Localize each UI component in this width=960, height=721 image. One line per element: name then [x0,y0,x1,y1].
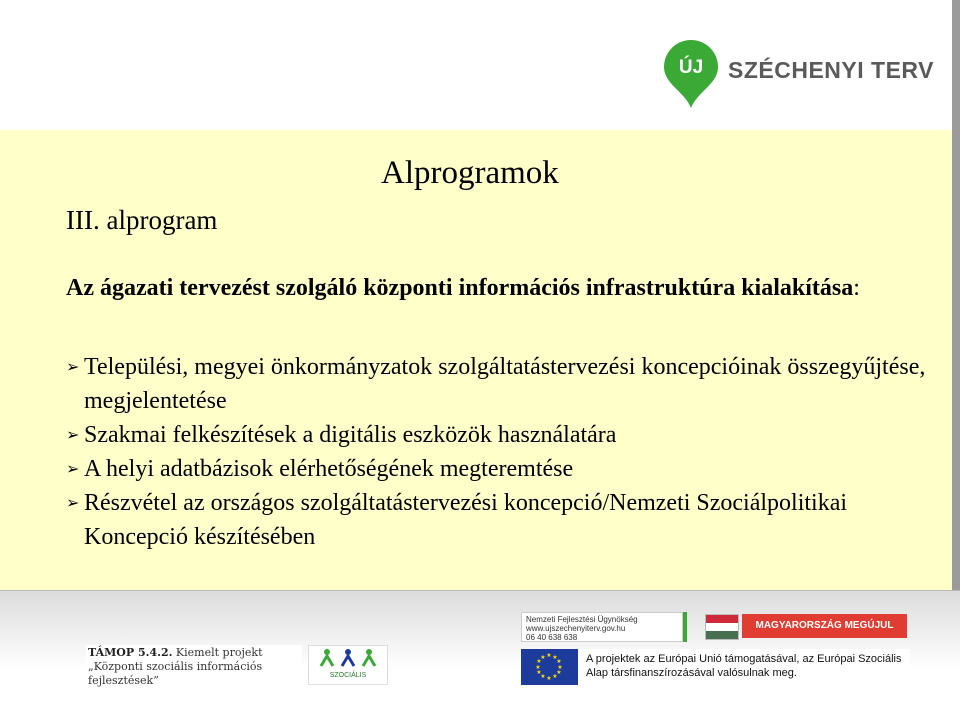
szocialis-text: SZOCIÁLIS [329,672,367,679]
tamop-title: „Központi szociális információs fejlesztések” [88,660,263,687]
arrow-bullet-icon: ➢ [66,493,80,512]
szocialis-logo [308,645,388,685]
szechenyi-terv-logo [662,40,934,110]
right-edge-strip [952,0,960,590]
list-item [66,350,926,418]
section-heading-colon: : [853,275,860,301]
svg-text:★: ★ [546,652,552,659]
nfu-line: www.ujszechenyiterv.gov.hu [526,624,626,633]
svg-text:ÚJ: ÚJ [678,57,704,78]
list-item-text: Szakmai felkészítések a digitális eszközök használatára [84,422,617,448]
tamop-label: Kiemelt projekt [172,646,263,659]
nfu-line: 06 40 638 638 [526,633,578,642]
list-item-text: Részvétel az országos szolgáltatástervezési koncepció/Nemzeti Szociálpolitikai Koncepció készítésében [84,490,848,550]
svg-text:★: ★ [540,654,546,661]
arrow-bullet-icon: ➢ [66,425,80,444]
slide-title: Alprogramok [381,155,559,191]
svg-text:★: ★ [556,658,562,665]
svg-text:★: ★ [552,673,558,680]
svg-text:★: ★ [556,669,562,676]
list-item [66,486,926,554]
hungarian-flag-icon [705,614,739,640]
map-pin-icon [662,40,720,110]
bullet-list [66,350,926,554]
arrow-bullet-icon: ➢ [66,459,80,478]
svg-text:★: ★ [540,673,546,680]
section-heading [66,275,916,302]
subprogram-label: III. alprogram [66,205,218,235]
list-item-text: A helyi adatbázisok elérhetőségének megteremtése [84,456,574,482]
magyarorszag-megujul-banner: MAGYARORSZÁG MEGÚJUL [742,614,907,638]
header [0,0,952,130]
list-item-text: Települési, megyei önkormányzatok szolgáltatástervezési koncepcióinak összegyűjtése, megjelentetése [84,354,926,414]
svg-text:★: ★ [557,664,563,671]
svg-text:★: ★ [536,669,542,676]
svg-text:★: ★ [552,654,558,661]
logo-brand-text: SZÉCHENYI TERV [728,57,934,83]
nfu-logo [521,612,683,642]
tamop-project-logo [86,645,302,687]
svg-text:★: ★ [546,675,552,682]
eu-flag-icon [521,649,578,685]
arrow-bullet-icon: ➢ [66,357,80,376]
list-item [66,418,926,452]
section-heading-bold: Az ágazati tervezést szolgáló központi információs infrastruktúra kialakítása [66,275,854,301]
svg-text:★: ★ [535,664,541,671]
svg-text:★: ★ [536,658,542,665]
list-item [66,452,926,486]
nfu-green-bar [683,612,687,642]
tamop-code: TÁMOP 5.4.2. [88,646,173,659]
people-icon [313,646,383,670]
eu-support-text: A projektek az Európai Unió támogatásával, az Európai Szociális Alap társfinanszírozásával valósulnak meg. [578,649,910,685]
nfu-line: Nemzeti Fejlesztési Ügynökség [526,615,638,624]
